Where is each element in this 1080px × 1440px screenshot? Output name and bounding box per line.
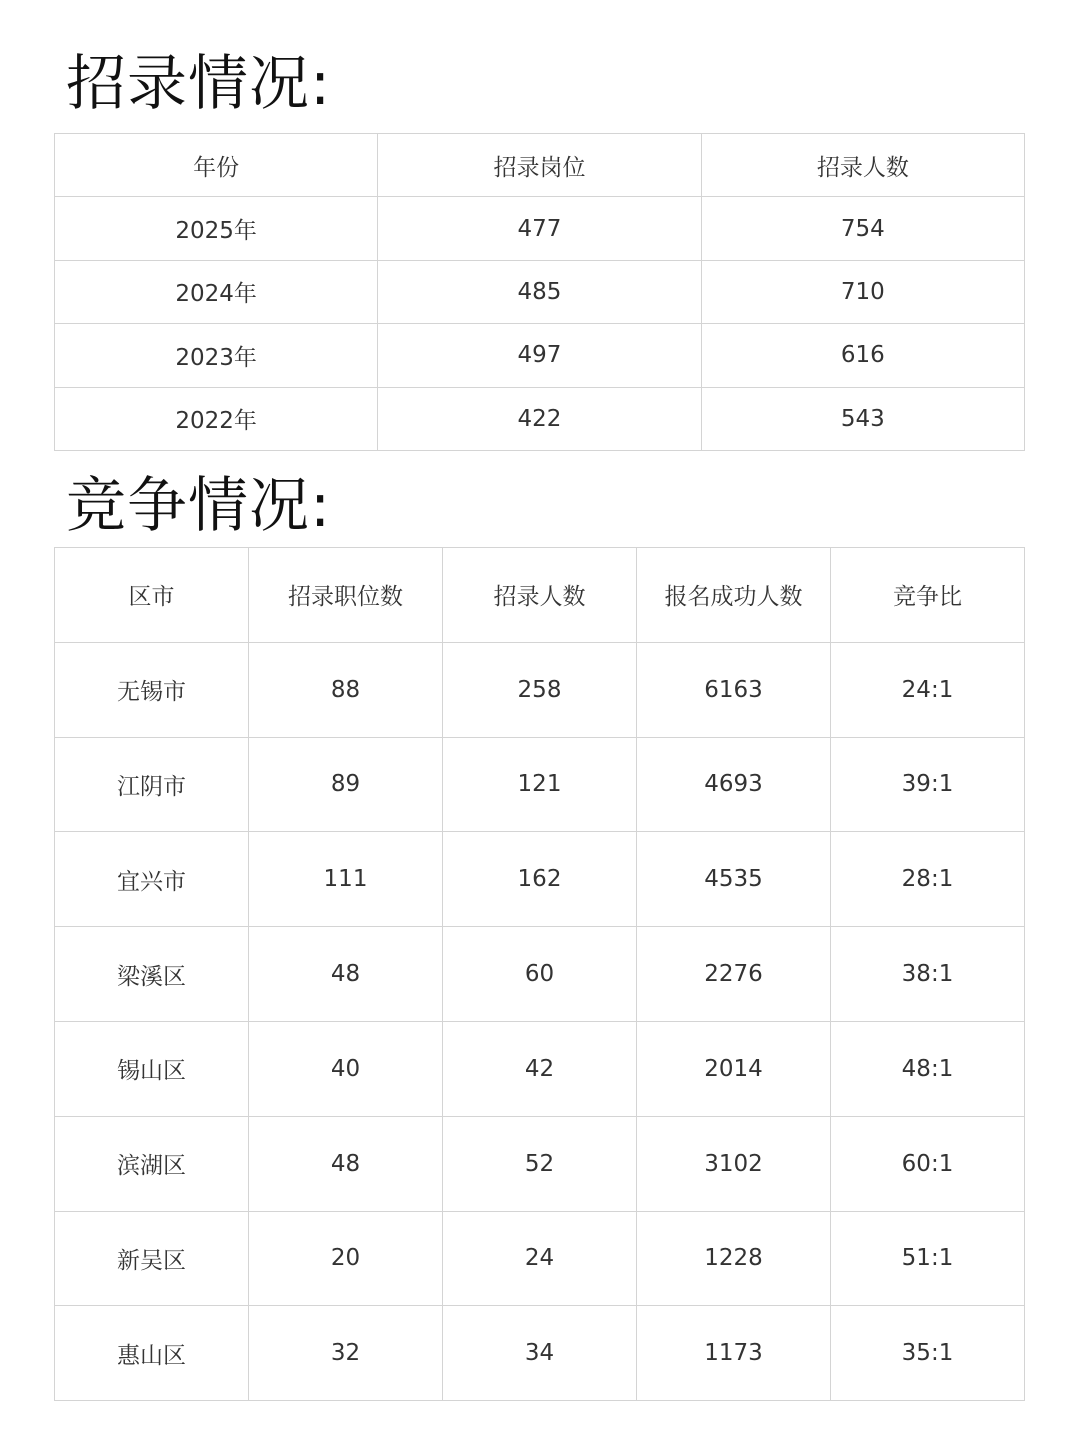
applicants-cell: 6163	[637, 642, 831, 737]
ratio-cell: 60:1	[831, 1116, 1025, 1211]
year-cell: 2022年	[55, 387, 378, 450]
positions-cell: 477	[378, 197, 701, 260]
hires-cell: 24	[443, 1211, 637, 1306]
ratio-cell: 51:1	[831, 1211, 1025, 1306]
table-row	[55, 197, 1025, 260]
table-row	[55, 832, 1025, 927]
positions-cell: 48	[249, 927, 443, 1022]
year-cell: 2025年	[55, 197, 378, 260]
table-header-row	[55, 548, 1025, 643]
header-year: 年份	[55, 134, 378, 197]
positions-cell: 40	[249, 1021, 443, 1116]
positions-cell: 497	[378, 324, 701, 387]
header-hires: 招录人数	[701, 134, 1024, 197]
table-row	[55, 1116, 1025, 1211]
positions-cell: 485	[378, 260, 701, 323]
positions-cell: 422	[378, 387, 701, 450]
district-cell: 新吴区	[55, 1211, 249, 1306]
applicants-cell: 4693	[637, 737, 831, 832]
year-cell: 2024年	[55, 260, 378, 323]
hires-cell: 52	[443, 1116, 637, 1211]
hires-cell: 258	[443, 642, 637, 737]
ratio-cell: 28:1	[831, 832, 1025, 927]
positions-cell: 89	[249, 737, 443, 832]
table-header-row	[55, 134, 1025, 197]
applicants-cell: 2014	[637, 1021, 831, 1116]
positions-cell: 88	[249, 642, 443, 737]
applicants-cell: 1228	[637, 1211, 831, 1306]
applicants-cell: 2276	[637, 927, 831, 1022]
ratio-cell: 38:1	[831, 927, 1025, 1022]
table-row	[55, 387, 1025, 450]
ratio-cell: 48:1	[831, 1021, 1025, 1116]
applicants-cell: 3102	[637, 1116, 831, 1211]
ratio-cell: 39:1	[831, 737, 1025, 832]
hires-cell: 60	[443, 927, 637, 1022]
district-cell: 锡山区	[55, 1021, 249, 1116]
table-row	[55, 1211, 1025, 1306]
header-applicants: 报名成功人数	[637, 548, 831, 643]
table-row	[55, 642, 1025, 737]
hires-cell: 42	[443, 1021, 637, 1116]
hires-cell: 543	[701, 387, 1024, 450]
table-row	[55, 324, 1025, 387]
table-row	[55, 260, 1025, 323]
hires-cell: 754	[701, 197, 1024, 260]
table-row	[55, 1306, 1025, 1401]
applicants-cell: 4535	[637, 832, 831, 927]
header-hires: 招录人数	[443, 548, 637, 643]
hires-cell: 121	[443, 737, 637, 832]
header-positions: 招录岗位	[378, 134, 701, 197]
compete-table	[54, 547, 1025, 1401]
district-cell: 梁溪区	[55, 927, 249, 1022]
recruit-section-title: 招录情况:	[66, 49, 332, 119]
header-ratio: 竞争比	[831, 548, 1025, 643]
district-cell: 江阴市	[55, 737, 249, 832]
compete-section-title: 竞争情况:	[66, 471, 332, 541]
ratio-cell: 35:1	[831, 1306, 1025, 1401]
positions-cell: 20	[249, 1211, 443, 1306]
table-row	[55, 737, 1025, 832]
district-cell: 无锡市	[55, 642, 249, 737]
table-row	[55, 1021, 1025, 1116]
positions-cell: 111	[249, 832, 443, 927]
district-cell: 滨湖区	[55, 1116, 249, 1211]
ratio-cell: 24:1	[831, 642, 1025, 737]
positions-cell: 32	[249, 1306, 443, 1401]
hires-cell: 162	[443, 832, 637, 927]
header-district: 区市	[55, 548, 249, 643]
positions-cell: 48	[249, 1116, 443, 1211]
district-cell: 惠山区	[55, 1306, 249, 1401]
applicants-cell: 1173	[637, 1306, 831, 1401]
hires-cell: 710	[701, 260, 1024, 323]
recruit-table	[54, 133, 1025, 451]
year-cell: 2023年	[55, 324, 378, 387]
hires-cell: 616	[701, 324, 1024, 387]
hires-cell: 34	[443, 1306, 637, 1401]
table-row	[55, 927, 1025, 1022]
header-positions: 招录职位数	[249, 548, 443, 643]
district-cell: 宜兴市	[55, 832, 249, 927]
